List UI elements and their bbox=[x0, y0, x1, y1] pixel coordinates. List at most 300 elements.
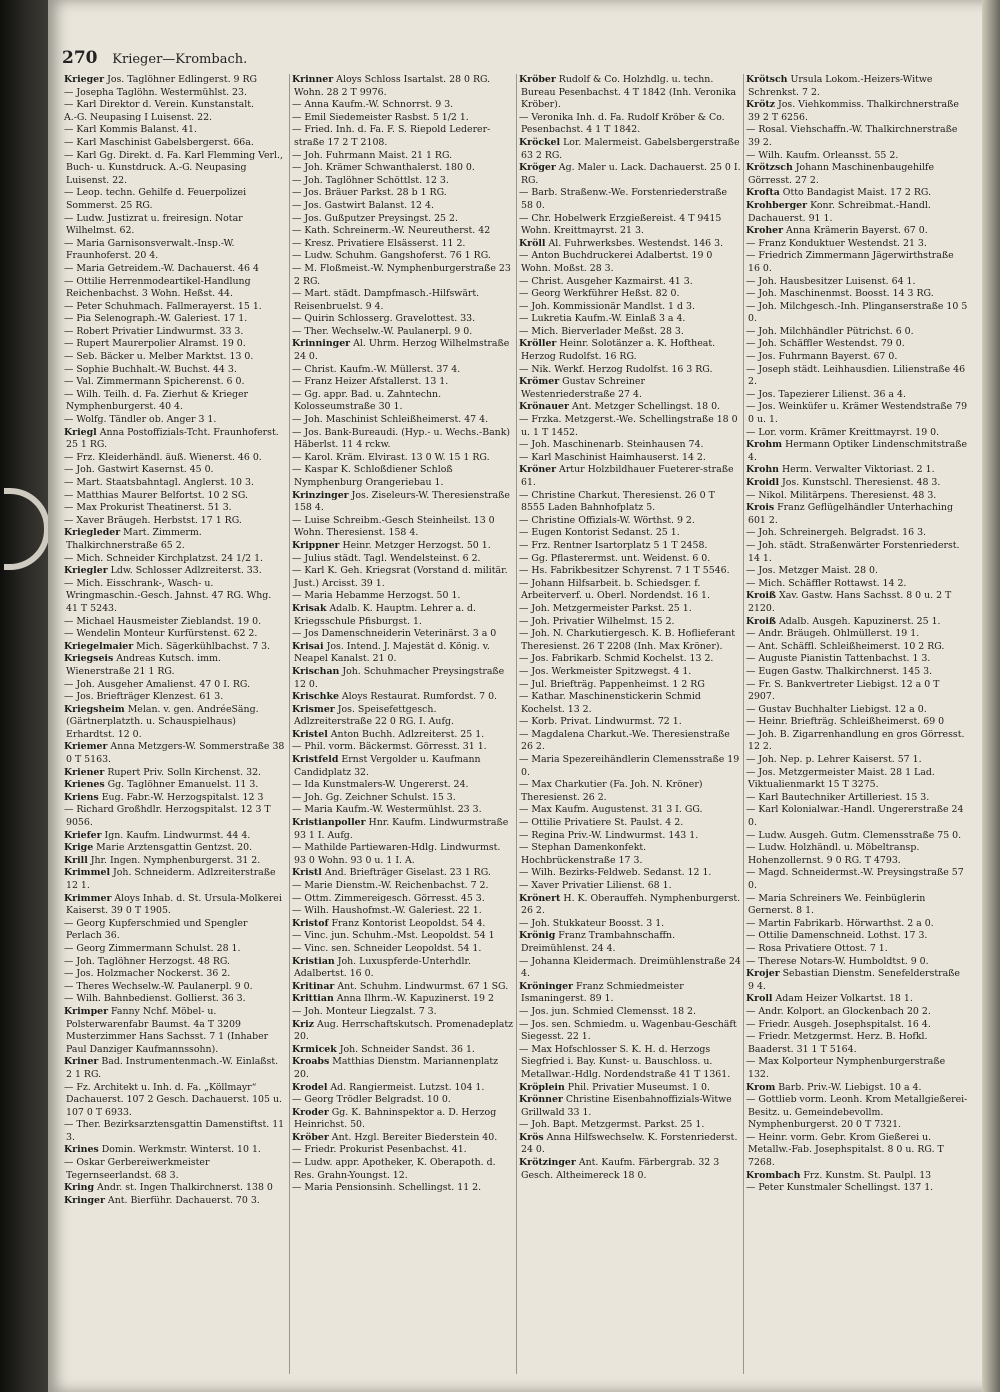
directory-entry bbox=[290, 364, 516, 377]
surname: Krittian bbox=[292, 993, 334, 1005]
surname: Krömer bbox=[519, 376, 560, 388]
entry-text: — Michael Hausmeister Zieblandst. 19 0. bbox=[64, 615, 262, 627]
entry-text: — Ottilie Damenschneid. Lothst. 17 3. bbox=[746, 930, 928, 942]
directory-entry bbox=[744, 351, 970, 364]
directory-entry bbox=[744, 225, 970, 238]
directory-entry bbox=[62, 1195, 288, 1208]
entry-text: — Joh. Gastwirt Kasernst. 45 0. bbox=[64, 464, 214, 476]
directory-entry bbox=[517, 817, 743, 830]
entry-text: — Karl Maschinist Gabelsbergerst. 66a. bbox=[64, 136, 254, 148]
surname: Krös bbox=[519, 1131, 544, 1143]
entry-text: Melan. v. gen. AndréeSäng. (Gärtnerplatzth. u. Schauspielhaus) Erhardtst. 12 0. bbox=[66, 703, 259, 740]
surname: Kristof bbox=[292, 917, 329, 929]
surname: Kroabs bbox=[292, 1056, 330, 1068]
directory-entry bbox=[517, 553, 743, 566]
entry-text: — Franz Konduktuer Westendst. 21 3. bbox=[746, 237, 927, 249]
entry-text: — Anna Kaufm.-W. Schnorrst. 9 3. bbox=[292, 99, 454, 111]
surname: Kröber bbox=[519, 74, 556, 85]
entry-text: — Friedr. Prokurist Pesenbachst. 41. bbox=[292, 1144, 467, 1156]
directory-entry bbox=[290, 326, 516, 339]
surname: Kristian bbox=[292, 955, 335, 967]
entry-text: — Jos. Tapezierer Lilienst. 36 a 4. bbox=[746, 388, 906, 400]
entry-text: Phil. Privatier Museumst. 1 0. bbox=[567, 1081, 710, 1093]
entry-text: — Frz. Rentner Isartorplatz 5 1 T 2458. bbox=[519, 539, 708, 551]
directory-entry bbox=[62, 993, 288, 1006]
directory-entry bbox=[290, 628, 516, 641]
entry-text: Anna Hilfswechselw. K. Forstenriederst. 24 0. bbox=[521, 1131, 738, 1156]
surname: Kriefer bbox=[64, 829, 102, 841]
entry-text: — Jos Damenschneiderin Veterinärst. 3 a 0 bbox=[292, 628, 497, 640]
entry-text: — Josepha Taglöhn. Westermühlst. 23. bbox=[64, 86, 247, 98]
directory-entry bbox=[744, 1132, 970, 1170]
entry-text: — Jos. Fabrikarb. Schmid Kochelst. 13 2. bbox=[519, 653, 714, 665]
entry-text: — Theres Wechselw.-W. Paulanerpl. 9 0. bbox=[64, 980, 253, 992]
entry-text: — Robert Privatier Lindwurmst. 33 3. bbox=[64, 325, 244, 337]
surname: Kroiß bbox=[746, 590, 777, 602]
surname: Krige bbox=[64, 842, 94, 854]
directory-entry bbox=[290, 930, 516, 943]
directory-entry bbox=[290, 490, 516, 515]
surname: Krodel bbox=[292, 1081, 328, 1093]
surname: Kröller bbox=[519, 338, 557, 350]
directory-entry bbox=[517, 842, 743, 867]
entry-text: — Friedr. Ausgeh. Josephspitalst. 16 4. bbox=[746, 1018, 931, 1030]
entry-text: — Magd. Schneidermst.-W. Preysingstraße 57 0. bbox=[746, 867, 964, 891]
page-range: Krieger—Krombach. bbox=[112, 52, 248, 67]
directory-entry bbox=[517, 930, 743, 955]
surname: Krötzinger bbox=[519, 1157, 576, 1169]
surname: Kroll bbox=[746, 993, 773, 1005]
entry-text: Adalb. Ausgeh. Kapuzinerst. 25 1. bbox=[779, 615, 941, 627]
directory-entry bbox=[290, 1044, 516, 1057]
entry-text: — Joh. Kommissionär Mandlst. 1 d 3. bbox=[519, 300, 695, 312]
entry-text: Hnr. Kaufm. Lindwurmstraße 93 1 I. Aufg. bbox=[294, 817, 509, 841]
entry-text: — Jos. Gastwirt Balanst. 12 4. bbox=[292, 199, 434, 211]
entry-text: — Karl Maschinist Haimhauserst. 14 2. bbox=[519, 451, 706, 463]
directory-entry bbox=[517, 628, 743, 653]
surname: Krinzinger bbox=[292, 489, 349, 501]
surname: Krimmer bbox=[64, 892, 112, 904]
entry-text: — Frz. Kleiderhändl. äuß. Wienerst. 46 0. bbox=[64, 451, 262, 463]
directory-entry bbox=[744, 276, 970, 289]
directory-entry bbox=[517, 603, 743, 616]
entry-text: — Eugen Kontorist Sedanst. 25 1. bbox=[519, 527, 680, 539]
directory-entry bbox=[744, 1019, 970, 1032]
entry-text: — Maria Pensionsinh. Schellingst. 11 2. bbox=[292, 1182, 482, 1194]
surname: Kroidl bbox=[746, 477, 780, 488]
entry-text: — Joh. Milchgesch.-Inh. Plinganserstraße 10 5 0. bbox=[746, 300, 968, 325]
directory-entry bbox=[517, 893, 743, 918]
column-4 bbox=[743, 74, 970, 1374]
entry-text: Aloys Inhab. d. St. Ursula-Molkerei Kaiserst. 39 0 T 1905. bbox=[66, 892, 282, 917]
entry-text: — Georg Trödler Belgradst. 10 0. bbox=[292, 1094, 451, 1106]
directory-entry bbox=[290, 376, 516, 389]
entry-text: Barb. Priv.-W. Liebigst. 10 a 4. bbox=[778, 1081, 922, 1093]
directory-entry bbox=[62, 301, 288, 314]
surname: Kröll bbox=[519, 237, 546, 249]
directory-entry bbox=[290, 250, 516, 263]
surname: Kroiß bbox=[746, 615, 777, 627]
directory-entry bbox=[744, 1082, 970, 1095]
entry-text: — Wilh. Teilh. d. Fa. Zierhut & Krieger Nymphenburgerst. 40 4. bbox=[64, 388, 249, 413]
entry-text: Heinr. Solotänzer a. K. Hoftheat. Herzog Rudolfst. 16 RG. bbox=[521, 338, 716, 363]
surname: Kröplein bbox=[519, 1081, 565, 1093]
entry-text: Joh. Luxuspferde-Unterhdlr. Adalbertst. 16 0. bbox=[294, 955, 471, 980]
directory-entry bbox=[62, 842, 288, 855]
entry-text: — Jos. Fuhrmann Bayerst. 67 0. bbox=[746, 351, 898, 363]
directory-entry bbox=[290, 238, 516, 251]
directory-entry bbox=[62, 238, 288, 263]
entry-text: Andr. st. Ingen Thalkirchnerst. 138 0 bbox=[97, 1182, 273, 1194]
surname: Kriegelmaier bbox=[64, 640, 134, 652]
entry-text: Adalb. K. Hauptm. Lehrer a. d. Kriegsschule Pfisburgst. 1. bbox=[294, 602, 477, 627]
surname: Krojer bbox=[746, 968, 780, 980]
directory-entry bbox=[744, 1182, 970, 1195]
directory-entry bbox=[517, 779, 743, 804]
directory-entry bbox=[62, 137, 288, 150]
entry-text: — Jos. Holzmacher Nockerst. 36 2. bbox=[64, 968, 231, 980]
surname: Krill bbox=[64, 854, 88, 866]
entry-text: — Andr. Bräugeh. Ohlmüllerst. 19 1. bbox=[746, 628, 920, 640]
surname: Krmicek bbox=[292, 1043, 337, 1055]
entry-text: — Jul. Briefträg. Pappenheimst. 1 2 RG bbox=[519, 678, 705, 690]
directory-entry bbox=[290, 515, 516, 540]
entry-text: — Gustav Buchhalter Liebigst. 12 a 0. bbox=[746, 703, 927, 715]
directory-entry bbox=[62, 968, 288, 981]
directory-entry bbox=[62, 276, 288, 301]
entry-text: — Marie Dienstm.-W. Reichenbachst. 7 2. bbox=[292, 880, 489, 891]
entry-text: — Xaver Bräugeh. Herbstst. 17 1 RG. bbox=[64, 514, 242, 526]
entry-text: — Heinr. Briefträg. Schleißheimerst. 69 0 bbox=[746, 716, 945, 728]
directory-entry bbox=[744, 1094, 970, 1132]
directory-entry bbox=[290, 754, 516, 779]
entry-text: — Joh. Privatier Wilhelmst. 15 2. bbox=[519, 615, 675, 627]
directory-entry bbox=[517, 578, 743, 603]
directory-entry bbox=[517, 187, 743, 212]
entry-text: — Joh. Gg. Zeichner Schulst. 15 3. bbox=[292, 791, 456, 803]
directory-entry bbox=[62, 804, 288, 829]
entry-text: — Richard Großhdlr. Herzogspitalst. 12 3 T 9056. bbox=[64, 804, 271, 829]
directory-entry bbox=[62, 112, 288, 125]
directory-entry bbox=[517, 830, 743, 843]
directory-entry bbox=[290, 1107, 516, 1132]
entry-text: — Gg. Pflasterermst. unt. Weidenst. 6 0. bbox=[519, 552, 711, 564]
directory-entry bbox=[290, 99, 516, 112]
directory-entry bbox=[62, 653, 288, 678]
surname: Krimper bbox=[64, 1005, 109, 1017]
surname: Krötz bbox=[746, 99, 775, 111]
entry-text: — Christine Charkut. Theresienst. 26 0 T 8555 Laden Bahnhofplatz 5. bbox=[519, 489, 715, 514]
entry-text: — Joh. Schreinergeh. Belgradst. 16 3. bbox=[746, 527, 927, 539]
surname: Krom bbox=[746, 1081, 776, 1093]
directory-entry bbox=[744, 288, 970, 301]
directory-entry bbox=[62, 1119, 288, 1144]
entry-text: — Jos. Briefträger Klenzest. 61 3. bbox=[64, 691, 224, 703]
directory-entry bbox=[290, 993, 516, 1006]
entry-text: — Ludw. Justizrat u. freiresign. Notar Wilhelmst. 62. bbox=[64, 212, 243, 237]
surname: Krohm bbox=[746, 439, 783, 451]
entry-text: — Joh. Maschinist Schleißheimerst. 47 4. bbox=[292, 414, 489, 426]
entry-text: — Ida Kunstmalers-W. Ungererst. 24. bbox=[292, 779, 469, 791]
directory-entry bbox=[744, 427, 970, 440]
directory-entry bbox=[62, 565, 288, 578]
directory-entry bbox=[744, 616, 970, 629]
entry-text: — Jos. jun. Schmied Clemensst. 18 2. bbox=[519, 1005, 696, 1017]
directory-entry bbox=[517, 1082, 743, 1095]
surname: Kristel bbox=[292, 728, 328, 740]
directory-entry bbox=[517, 691, 743, 716]
directory-entry bbox=[62, 767, 288, 780]
directory-entry bbox=[744, 200, 970, 225]
directory-entry bbox=[517, 364, 743, 377]
directory-entry bbox=[62, 364, 288, 377]
entry-text: — Fz. Architekt u. Inh. d. Fa. „Köllmayr“ Dachauerst. 107 2 Gesch. Dachauerst. 105 u. 107 0 T 6933. bbox=[64, 1081, 282, 1118]
entry-text: — Georg Werkführer Heßst. 82 0. bbox=[519, 288, 680, 300]
entry-text: — Sophie Buchhalt.-W. Buchst. 44 3. bbox=[64, 363, 237, 375]
directory-entry bbox=[62, 704, 288, 742]
directory-entry bbox=[290, 741, 516, 754]
directory-entry bbox=[517, 74, 743, 112]
entry-text: — Magdalena Charkut.-We. Theresienstraße 26 2. bbox=[519, 728, 730, 753]
directory-entry bbox=[290, 880, 516, 893]
entry-text: Anna Postoffizials-Tcht. Fraunhoferst. 25 1 RG. bbox=[66, 426, 279, 451]
directory-entry bbox=[290, 817, 516, 842]
surname: Krisak bbox=[292, 602, 327, 614]
surname: Kröninger bbox=[519, 980, 573, 992]
surname: Kritinar bbox=[292, 980, 335, 992]
directory-entry bbox=[290, 124, 516, 149]
entry-text: — Joh. Fuhrmann Maist. 21 1 RG. bbox=[292, 149, 453, 161]
entry-text: Xav. Gastw. Hans Sachsst. 8 0 u. 2 T 2120. bbox=[748, 590, 952, 614]
directory-entry bbox=[517, 414, 743, 439]
directory-entry bbox=[290, 603, 516, 628]
directory-entry bbox=[62, 124, 288, 137]
entry-text: Matthias Dienstm. Mariannenplatz 20. bbox=[294, 1056, 499, 1080]
entry-text: Ant. Bierführ. Dachauerst. 70 3. bbox=[107, 1194, 260, 1206]
directory-entry bbox=[290, 867, 516, 880]
directory-entry bbox=[517, 250, 743, 275]
surname: Krötzsch bbox=[746, 162, 793, 174]
directory-entry bbox=[517, 540, 743, 553]
entry-text: — Nikol. Militärpens. Theresienst. 48 3. bbox=[746, 489, 937, 501]
directory-entry bbox=[744, 968, 970, 993]
entry-text: — Kresz. Privatiere Elsässerst. 11 2. bbox=[292, 237, 466, 249]
directory-entry bbox=[62, 527, 288, 552]
directory-entry bbox=[62, 792, 288, 805]
directory-entry bbox=[744, 679, 970, 704]
directory-entry bbox=[290, 1157, 516, 1182]
directory-entry bbox=[744, 842, 970, 867]
book-spine bbox=[0, 0, 48, 1392]
entry-text: Konr. Schreibmat.-Handl. Dachauerst. 91 1. bbox=[748, 199, 931, 224]
surname: Krismer bbox=[292, 703, 335, 715]
entry-text: — Jos. Bräuer Parkst. 28 b 1 RG. bbox=[292, 187, 447, 199]
directory-entry bbox=[290, 464, 516, 489]
entry-text: — Georg Kupferschmied und Spengler Perlach 36. bbox=[64, 917, 248, 942]
entry-text: Joh. Schneider Sandst. 36 1. bbox=[339, 1043, 475, 1055]
entry-text: — Seb. Bäcker u. Melber Marktst. 13 0. bbox=[64, 351, 254, 363]
entry-text: — Val. Zimmermann Spicherenst. 6 0. bbox=[64, 376, 245, 388]
directory-entry bbox=[62, 477, 288, 490]
directory-entry bbox=[290, 389, 516, 414]
directory-entry bbox=[744, 326, 970, 339]
directory-entry bbox=[62, 1056, 288, 1081]
directory-entry bbox=[517, 729, 743, 754]
entry-text: — Christ. Ausgeher Kazmairst. 41 3. bbox=[519, 275, 693, 287]
entry-text: — Rosal. Viehschaffn.-W. Thalkirchnerstraße 39 2. bbox=[746, 124, 958, 148]
entry-text: — Joh. Metzgermeister Parkst. 25 1. bbox=[519, 602, 692, 614]
entry-text: Jhr. Ingen. Nymphenburgerst. 31 2. bbox=[90, 854, 261, 866]
entry-text: — Joh. Nep. p. Lehrer Kaiserst. 57 1. bbox=[746, 754, 922, 766]
directory-entry bbox=[62, 741, 288, 766]
directory-entry bbox=[744, 74, 970, 99]
surname: Kröger bbox=[519, 162, 556, 174]
directory-entry bbox=[62, 427, 288, 452]
entry-text: — Karol. Kräm. Elvirast. 13 0 W. 15 1 RG. bbox=[292, 451, 490, 463]
entry-text: — Pia Selenograph.-W. Galeriest. 17 1. bbox=[64, 313, 248, 325]
surname: Krönner bbox=[519, 1094, 563, 1106]
entry-text: — Wilh. Haushofmst.-W. Galeriest. 22 1. bbox=[292, 905, 482, 917]
directory-entry bbox=[62, 578, 288, 616]
directory-entry bbox=[290, 565, 516, 590]
page-number: 270 bbox=[62, 48, 98, 68]
directory-entry bbox=[744, 1031, 970, 1056]
entry-text: Aug. Herrschaftskutsch. Promenadeplatz 20. bbox=[294, 1018, 514, 1043]
entry-text: Franz Trambahnschaffn. Dreimühlenst. 24 4. bbox=[521, 930, 676, 954]
entry-text: — Friedr. Metzgermst. Herz. B. Hofkl. Baaderst. 31 1 T 5164. bbox=[746, 1031, 928, 1055]
directory-entry bbox=[62, 452, 288, 465]
entry-text: — Joh. B. Zigarrenhandlung en gros Görresst. 12 2. bbox=[746, 728, 965, 753]
directory-entry bbox=[290, 162, 516, 175]
directory-entry bbox=[744, 628, 970, 641]
directory-entry bbox=[744, 477, 970, 490]
surname: Kriegler bbox=[64, 565, 108, 577]
surname: Kriner bbox=[64, 1056, 99, 1068]
directory-entry bbox=[62, 616, 288, 629]
directory-entry bbox=[290, 691, 516, 704]
entry-text: Bad. Instrumentenmach.-W. Einlaßst. 2 1 RG. bbox=[66, 1056, 279, 1080]
entry-text: — Joh. Maschinenarb. Steinhausen 74. bbox=[519, 439, 704, 451]
directory-entry bbox=[290, 427, 516, 452]
directory-entry bbox=[290, 263, 516, 288]
directory-entry bbox=[517, 880, 743, 893]
directory-entry bbox=[62, 389, 288, 414]
directory-entry bbox=[290, 641, 516, 666]
directory-entry bbox=[62, 679, 288, 692]
directory-entry bbox=[744, 162, 970, 187]
surname: Krienes bbox=[64, 779, 105, 791]
entry-text: — Wolfg. Tändler ob. Anger 3 1. bbox=[64, 414, 217, 426]
directory-entry bbox=[744, 956, 970, 969]
entry-text: — Joh. städt. Straßenwärter Forstenriederst. 14 1. bbox=[746, 539, 960, 564]
entry-text: Franz Geflügelhändler Unterhaching 601 2. bbox=[748, 502, 953, 526]
entry-text: — Heinr. vorm. Gebr. Krom Gießerei u. Metallw.-Fab. Josephspitalst. 8 0 u. RG. T 7268. bbox=[746, 1131, 944, 1169]
directory-entry bbox=[517, 137, 743, 162]
directory-entry bbox=[744, 578, 970, 591]
directory-entry bbox=[517, 1094, 743, 1119]
entry-text: Anna Metzgers-W. Sommerstraße 38 0 T 5163. bbox=[66, 741, 285, 766]
directory-entry bbox=[517, 527, 743, 540]
surname: Krönert bbox=[519, 892, 561, 904]
directory-entry bbox=[744, 1170, 970, 1183]
surname: Kriegl bbox=[64, 426, 97, 438]
entry-text: — Ottm. Zimmereigesch. Görresst. 45 3. bbox=[292, 892, 485, 904]
surname: Kristl bbox=[292, 867, 322, 879]
entry-text: — Jos. Metzgermeister Maist. 28 1 Lad. Viktualienmarkt 15 T 3275. bbox=[746, 766, 935, 791]
directory-entry bbox=[744, 804, 970, 829]
directory-entry bbox=[62, 313, 288, 326]
entry-text: — Anton Buchdruckerei Adalbertst. 19 0 Wohn. Moßst. 28 3. bbox=[519, 250, 713, 274]
entry-text: Herm. Verwalter Viktoriast. 2 1. bbox=[781, 464, 935, 476]
entry-text: — Oskar Gerbereiwerkmeister Tegernseerlandst. 68 3. bbox=[64, 1157, 210, 1181]
entry-text: Gg. K. Bahninspektor a. D. Herzog Heinrichst. 50. bbox=[294, 1106, 497, 1131]
surname: Kristfeld bbox=[292, 754, 339, 766]
directory-entry bbox=[517, 616, 743, 629]
directory-entry bbox=[744, 993, 970, 1006]
directory-entry bbox=[62, 1182, 288, 1195]
entry-text: — Georg Zimmermann Schulst. 28 1. bbox=[64, 942, 241, 954]
entry-text: — Joh. Ausgeher Amalienst. 47 0 I. RG. bbox=[64, 678, 251, 690]
directory-entry bbox=[517, 452, 743, 465]
directory-entry bbox=[744, 666, 970, 679]
entry-text: — Joh. Krämer Schwanthalerst. 180 0. bbox=[292, 162, 475, 174]
directory-entry bbox=[517, 867, 743, 880]
directory-entry bbox=[517, 288, 743, 301]
entry-text: — Lukretia Kaufm.-W. Einlaß 3 a 4. bbox=[519, 313, 686, 325]
entry-text: — Eugen Gastw. Thalkirchnerst. 145 3. bbox=[746, 665, 933, 677]
directory-entry bbox=[290, 1082, 516, 1095]
surname: Kringer bbox=[64, 1194, 105, 1206]
directory-entry bbox=[744, 1006, 970, 1019]
entry-text: Ernst Vergolder u. Kaufmann Candidplatz 32. bbox=[294, 754, 481, 778]
directory-entry bbox=[62, 628, 288, 641]
entry-text: — Fried. Inh. d. Fa. F. S. Riepold Lederer-straße 17 2 T 2108. bbox=[292, 124, 491, 148]
entry-text: — Ottilie Herrenmodeartikel-Handlung Reichenbachst. 3 Wohn. Heßst. 44. bbox=[64, 275, 251, 300]
entry-text: — Wilh. Bezirks-Feldweb. Sedanst. 12 1. bbox=[519, 867, 712, 879]
entry-text: — Stephan Damenkonfekt. Hochbrückenstraße 17 3. bbox=[519, 842, 647, 866]
directory-entry bbox=[290, 893, 516, 906]
entry-text: — Joh. Stukkateur Boosst. 3 1. bbox=[519, 917, 665, 929]
entry-text: Hermann Optiker Lindenschmitstraße 4. bbox=[748, 439, 968, 463]
entry-text: — Joh. N. Charkutiergesch. K. B. Hoflieferant Theresienst. 26 T 2208 (Inh. Max Kröner). bbox=[519, 628, 736, 652]
entry-text: — Ant. Schäffl. Schleißheimerst. 10 2 RG. bbox=[746, 640, 945, 652]
directory-entry bbox=[62, 99, 288, 112]
entry-text: Christine Eisenbahnoffizials-Witwe Grillwald 33 1. bbox=[521, 1094, 732, 1118]
directory-entry bbox=[744, 250, 970, 275]
directory-entry bbox=[744, 301, 970, 326]
entry-text: — Max Kaufm. Augustenst. 31 3 I. GG. bbox=[519, 804, 703, 816]
directory-entry bbox=[517, 213, 743, 238]
entry-text: — Xaver Privatier Lilienst. 68 1. bbox=[519, 880, 672, 891]
directory-entry bbox=[744, 540, 970, 565]
surname: Krofta bbox=[746, 187, 780, 199]
surname: Kriegleder bbox=[64, 527, 121, 539]
directory-entry bbox=[517, 1132, 743, 1157]
entry-text: — Friedrich Zimmermann Jägerwirthstraße 16 0. bbox=[746, 250, 954, 274]
directory-entry bbox=[744, 401, 970, 426]
directory-entry bbox=[744, 99, 970, 124]
entry-text: — Rosa Privatiere Ottost. 7 1. bbox=[746, 942, 888, 954]
directory-entry bbox=[62, 376, 288, 389]
entry-text: — Korb. Privat. Lindwurmst. 72 1. bbox=[519, 716, 682, 728]
directory-entry bbox=[744, 364, 970, 389]
entry-text: Joh. Schneiderm. Adlzreiterstraße 12 1. bbox=[66, 867, 276, 891]
entry-text: Johann Maschinenbaugehilfe Görresst. 27 2. bbox=[748, 162, 935, 186]
entry-text: A.-G. Neupasing I Luisenst. 22. bbox=[64, 111, 213, 123]
entry-text: And. Briefträger Giselast. 23 1 RG. bbox=[324, 867, 491, 879]
directory-entry bbox=[744, 930, 970, 943]
directory-entry bbox=[517, 1019, 743, 1044]
